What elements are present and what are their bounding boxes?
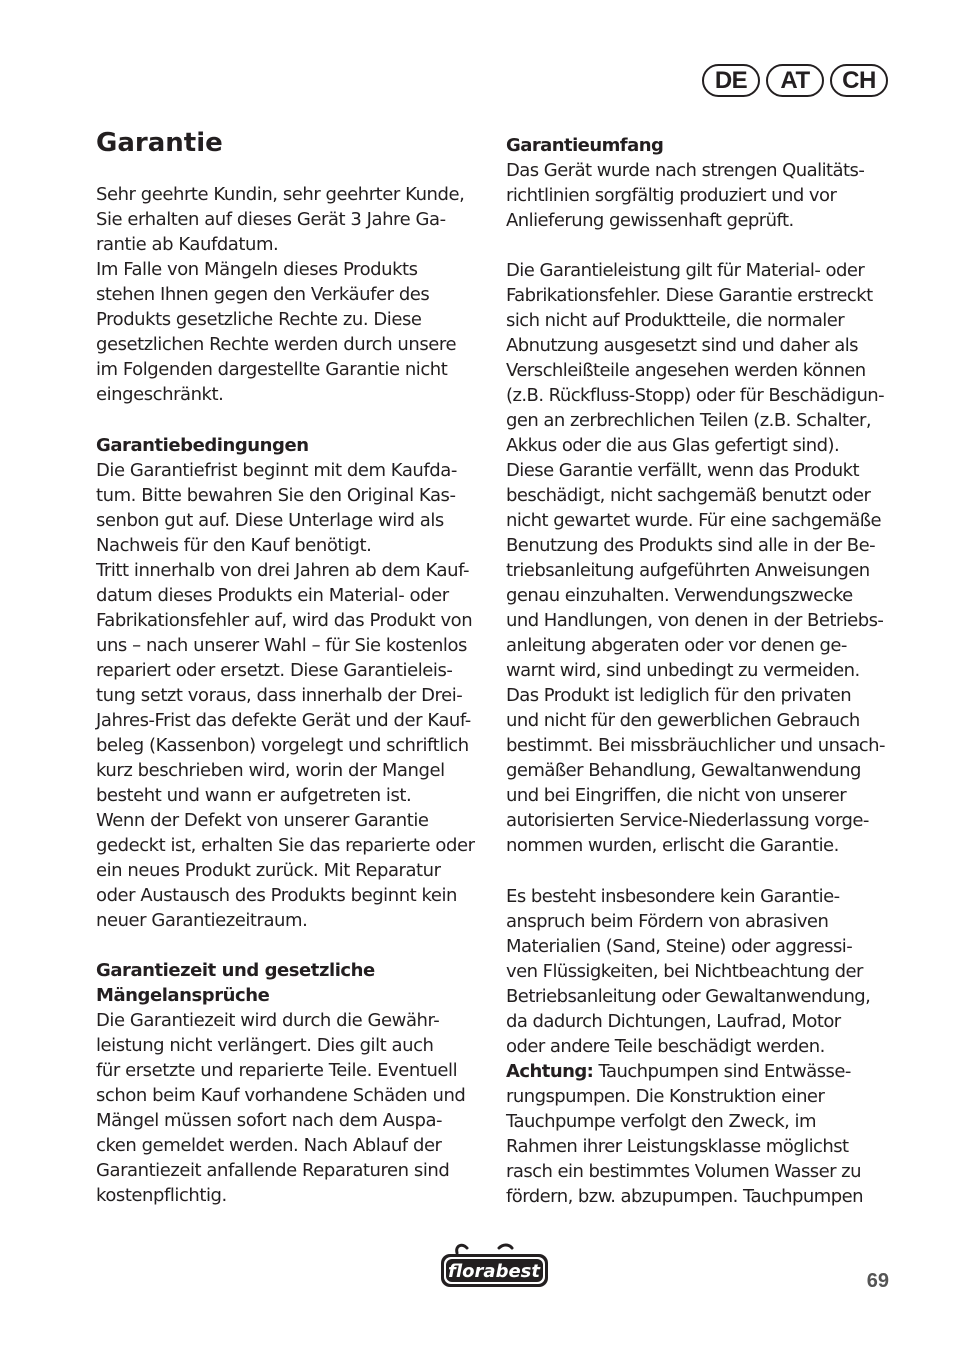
text-line: Anlieferung gewissenhaft geprüft.	[506, 210, 794, 231]
text-line: stehen Ihnen gegen den Verkäufer des	[96, 284, 430, 305]
text-line: anspruch beim Fördern von abrasiven	[506, 911, 829, 932]
section-heading: Garantiebedingungen	[96, 435, 309, 456]
text-line: Die Garantiefrist beginnt mit dem Kaufda-	[96, 460, 457, 481]
text-line: fördern, bzw. abzupumpen. Tauchpumpen	[506, 1186, 863, 1207]
text-line: Nachweis für den Kauf benötigt.	[96, 535, 372, 556]
text-line: autorisierten Service-Niederlassung vorge-	[506, 810, 869, 831]
text-line: gesetzlichen Rechte werden durch unsere	[96, 334, 457, 355]
text-line: Materialien (Sand, Steine) oder aggressi-	[506, 936, 853, 957]
text-line: Betriebsanleitung oder Gewaltanwendung,	[506, 986, 871, 1007]
text-line: nicht gewartet wurde. Für eine sachgemäße	[506, 510, 882, 531]
text-line: ein neues Produkt zurück. Mit Reparatur	[96, 860, 441, 881]
text-line: Fabrikationsfehler auf, wird das Produkt von	[96, 610, 473, 631]
text-line: Im Falle von Mängeln dieses Produkts	[96, 259, 418, 280]
text-line: gen an zerbrechlichen Teilen (z.B. Schalter,	[506, 410, 872, 431]
text-line: eingeschränkt.	[96, 384, 224, 405]
text-line: ven Flüssigkeiten, bei Nichtbeachtung der	[506, 961, 863, 982]
text-line: Tauchpumpe verfolgt den Zweck, im	[506, 1111, 816, 1132]
period-section	[96, 958, 481, 1208]
text-line: Die Garantiezeit wird durch die Gewähr-	[96, 1010, 440, 1031]
text-line: neuer Garantiezeitraum.	[96, 910, 308, 931]
text-line: Produkts gesetzliche Rechte zu. Diese	[96, 309, 422, 330]
scope-paragraph-2	[506, 258, 891, 858]
text-line: cken gemeldet werden. Nach Ablauf der	[96, 1135, 442, 1156]
text-line: Das Gerät wurde nach strengen Qualitäts-	[506, 160, 865, 181]
attention-text: Tauchpumpen sind Entwässe-	[593, 1061, 851, 1082]
text-line: datum dieses Produkts ein Material- oder	[96, 585, 449, 606]
page-title: Garantie	[96, 128, 223, 158]
page-number: 69	[866, 1270, 889, 1292]
text-line: besteht und wann er aufgetreten ist.	[96, 785, 412, 806]
scope-paragraph-3	[506, 884, 891, 1209]
text-line: bestimmt. Bei missbräuchlicher und unsach-	[506, 735, 885, 756]
text-line: leistung nicht verlängert. Dies gilt auch	[96, 1035, 434, 1056]
logo-wordmark: florabest	[448, 1261, 540, 1282]
text-line: gedeckt ist, erhalten Sie das reparierte oder	[96, 835, 475, 856]
text-line: Wenn der Defekt von unserer Garantie	[96, 810, 429, 831]
text-line: (z.B. Rückfluss-Stopp) oder für Beschädigun-	[506, 385, 885, 406]
text-line: genau einzuhalten. Verwendungszwecke	[506, 585, 853, 606]
country-badge-ch: CH	[830, 64, 888, 97]
attention-label: Achtung:	[506, 1061, 594, 1082]
section-heading: Mängelansprüche	[96, 985, 270, 1006]
text-line: Jahres-Frist das defekte Gerät und der Kauf-	[96, 710, 471, 731]
text-line: Es besteht insbesondere kein Garantie-	[506, 886, 840, 907]
text-line: anleitung abgeraten oder vor denen ge-	[506, 635, 847, 656]
text-line: kurz beschrieben wird, worin der Mangel	[96, 760, 445, 781]
intro-paragraph	[96, 182, 481, 407]
text-line: uns – nach unserer Wahl – für Sie kostenlos	[96, 635, 467, 656]
text-line: sich nicht auf Produktteile, die normaler	[506, 310, 845, 331]
text-line: rantie ab Kaufdatum.	[96, 234, 279, 255]
text-line: Fabrikationsfehler. Diese Garantie erstreckt	[506, 285, 873, 306]
text-line: Akkus oder die aus Glas gefertigt sind).	[506, 435, 840, 456]
text-line: Die Garantieleistung gilt für Material- oder	[506, 260, 865, 281]
text-line: da dadurch Dichtungen, Laufrad, Motor	[506, 1011, 841, 1032]
text-line: triebsanleitung aufgeführten Anweisungen	[506, 560, 870, 581]
florabest-logo-graphic	[437, 1243, 551, 1291]
text-line: und nicht für den gewerblichen Gebrauch	[506, 710, 860, 731]
text-line: für ersetzte und reparierte Teile. Eventuell	[96, 1060, 458, 1081]
florabest-logo	[437, 1243, 551, 1295]
text-line: Rahmen ihrer Leistungsklasse möglichst	[506, 1136, 849, 1157]
text-line: senbon gut auf. Diese Unterlage wird als	[96, 510, 444, 531]
text-line: Abnutzung ausgesetzt sind und daher als	[506, 335, 858, 356]
text-line: Sehr geehrte Kundin, sehr geehrter Kunde,	[96, 184, 465, 205]
section-heading: Garantiezeit und gesetzliche	[96, 960, 375, 981]
text-line: und Handlungen, von denen in der Betriebs-	[506, 610, 884, 631]
text-line: Diese Garantie verfällt, wenn das Produkt	[506, 460, 859, 481]
text-line: warnt wird, sind unbedingt zu vermeiden.	[506, 660, 860, 681]
conditions-section	[96, 433, 481, 933]
text-line: rungspumpen. Die Konstruktion einer	[506, 1086, 825, 1107]
text-line: Mängel müssen sofort nach dem Auspa-	[96, 1110, 443, 1131]
text-line: beleg (Kassenbon) vorgelegt und schriftlich	[96, 735, 469, 756]
text-line: nommen wurden, erlischt die Garantie.	[506, 835, 839, 856]
text-line: tum. Bitte bewahren Sie den Original Kas-	[96, 485, 456, 506]
section-heading: Garantieumfang	[506, 135, 664, 156]
text-line: Das Produkt ist lediglich für den privaten	[506, 685, 852, 706]
text-line: im Folgenden dargestellte Garantie nicht	[96, 359, 448, 380]
country-badge-de: DE	[702, 64, 760, 97]
text-line: Tritt innerhalb von drei Jahren ab dem Kauf-	[96, 560, 470, 581]
text-line: Benutzung des Produkts sind alle in der Be-	[506, 535, 876, 556]
text-line: schon beim Kauf vorhandene Schäden und	[96, 1085, 466, 1106]
attention-line	[506, 1059, 891, 1084]
text-line: richtlinien sorgfältig produziert und vor	[506, 185, 837, 206]
scope-section	[506, 133, 891, 233]
text-line: und bei Eingriffen, die nicht von unserer	[506, 785, 847, 806]
text-line: kostenpflichtig.	[96, 1185, 227, 1206]
text-line: Garantiezeit anfallende Reparaturen sind	[96, 1160, 450, 1181]
text-line: tung setzt voraus, dass innerhalb der Drei-	[96, 685, 463, 706]
text-line: rasch ein bestimmtes Volumen Wasser zu	[506, 1161, 861, 1182]
text-line: Sie erhalten auf dieses Gerät 3 Jahre Ga-	[96, 209, 446, 230]
text-line: oder andere Teile beschädigt werden.	[506, 1036, 825, 1057]
country-badges	[702, 64, 888, 97]
text-line: beschädigt, nicht sachgemäß benutzt oder	[506, 485, 871, 506]
text-line: gemäßer Behandlung, Gewaltanwendung	[506, 760, 861, 781]
country-badge-at: AT	[766, 64, 824, 97]
text-line: repariert oder ersetzt. Diese Garantieleis-	[96, 660, 453, 681]
text-line: Verschleißteile angesehen werden können	[506, 360, 866, 381]
text-line: oder Austausch des Produkts beginnt kein	[96, 885, 457, 906]
